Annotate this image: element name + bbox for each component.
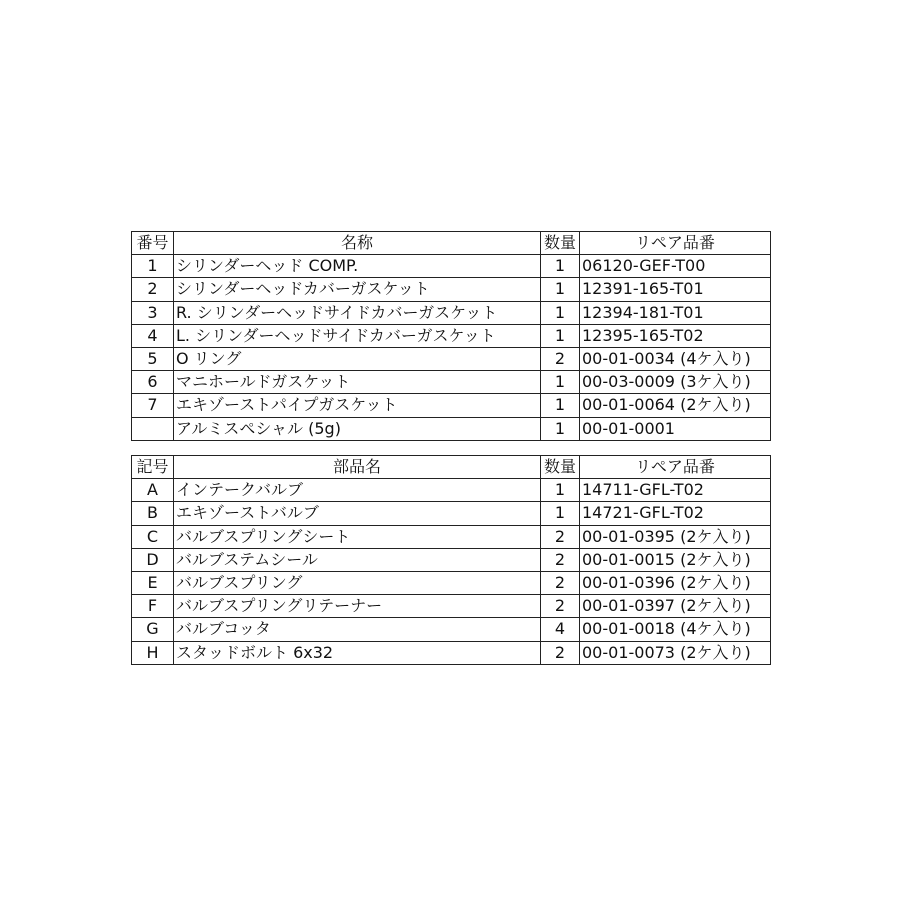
row-quantity: 1 [541,301,580,324]
header-quantity: 数量 [541,232,580,255]
row-quantity: 4 [541,618,580,641]
header-number: 番号 [132,232,174,255]
table-row [132,394,771,417]
table-row [132,571,771,594]
row-part-number: 00-01-0034 (4ケ入り) [580,347,771,370]
row-quantity: 1 [541,417,580,440]
row-number [132,417,174,440]
row-part-number: 00-01-0397 (2ケ入り) [580,595,771,618]
row-name: バルブスプリングシート [174,525,541,548]
table-header-row [132,456,771,479]
row-number: 6 [132,371,174,394]
row-part-number: 12391-165-T01 [580,278,771,301]
row-quantity: 2 [541,347,580,370]
row-quantity: 2 [541,571,580,594]
row-number: 7 [132,394,174,417]
table-row [132,595,771,618]
table-header-row [132,232,771,255]
header-repair-part-number: リペア品番 [580,232,771,255]
row-quantity: 1 [541,278,580,301]
table-row [132,618,771,641]
row-symbol: H [132,641,174,664]
row-name: O リング [174,347,541,370]
table-row [132,525,771,548]
row-name: シリンダーヘッド COMP. [174,255,541,278]
table-row [132,641,771,664]
row-name: R. シリンダーヘッドサイドカバーガスケット [174,301,541,324]
row-quantity: 2 [541,548,580,571]
row-name: スタッドボルト 6x32 [174,641,541,664]
table-row [132,502,771,525]
row-quantity: 1 [541,502,580,525]
row-name: バルブステムシール [174,548,541,571]
row-symbol: A [132,479,174,502]
row-name: インテークバルブ [174,479,541,502]
header-part-name: 部品名 [174,456,541,479]
valve-parts-table [131,455,771,665]
row-part-number: 00-01-0396 (2ケ入り) [580,571,771,594]
row-quantity: 1 [541,324,580,347]
table-row [132,371,771,394]
header-symbol: 記号 [132,456,174,479]
header-name: 名称 [174,232,541,255]
table-row [132,301,771,324]
row-number: 2 [132,278,174,301]
row-symbol: B [132,502,174,525]
row-symbol: C [132,525,174,548]
row-part-number: 14721-GFL-T02 [580,502,771,525]
row-part-number: 00-01-0018 (4ケ入り) [580,618,771,641]
table-row [132,417,771,440]
table-row [132,278,771,301]
table-row [132,324,771,347]
row-number: 5 [132,347,174,370]
table-row [132,548,771,571]
row-name: マニホールドガスケット [174,371,541,394]
row-quantity: 2 [541,525,580,548]
row-name: エキゾーストバルブ [174,502,541,525]
row-symbol: G [132,618,174,641]
row-quantity: 2 [541,595,580,618]
row-part-number: 00-01-0073 (2ケ入り) [580,641,771,664]
row-number: 1 [132,255,174,278]
row-name: シリンダーヘッドカバーガスケット [174,278,541,301]
row-quantity: 1 [541,255,580,278]
row-part-number: 00-01-0395 (2ケ入り) [580,525,771,548]
row-quantity: 1 [541,394,580,417]
row-part-number: 00-01-0015 (2ケ入り) [580,548,771,571]
row-part-number: 00-01-0064 (2ケ入り) [580,394,771,417]
row-number: 3 [132,301,174,324]
row-part-number: 12395-165-T02 [580,324,771,347]
row-name: バルブコッタ [174,618,541,641]
row-number: 4 [132,324,174,347]
row-part-number: 12394-181-T01 [580,301,771,324]
header-quantity: 数量 [541,456,580,479]
row-name: アルミスペシャル (5g) [174,417,541,440]
row-symbol: D [132,548,174,571]
row-symbol: E [132,571,174,594]
row-quantity: 1 [541,371,580,394]
row-part-number: 14711-GFL-T02 [580,479,771,502]
table-row [132,347,771,370]
row-name: L. シリンダーヘッドサイドカバーガスケット [174,324,541,347]
row-part-number: 00-03-0009 (3ケ入り) [580,371,771,394]
row-symbol: F [132,595,174,618]
row-part-number: 00-01-0001 [580,417,771,440]
row-part-number: 06120-GEF-T00 [580,255,771,278]
table-row [132,479,771,502]
row-quantity: 1 [541,479,580,502]
row-name: バルブスプリング [174,571,541,594]
row-name: エキゾーストパイプガスケット [174,394,541,417]
header-repair-part-number: リペア品番 [580,456,771,479]
repair-parts-table [131,231,771,441]
row-quantity: 2 [541,641,580,664]
table-row [132,255,771,278]
row-name: バルブスプリングリテーナー [174,595,541,618]
